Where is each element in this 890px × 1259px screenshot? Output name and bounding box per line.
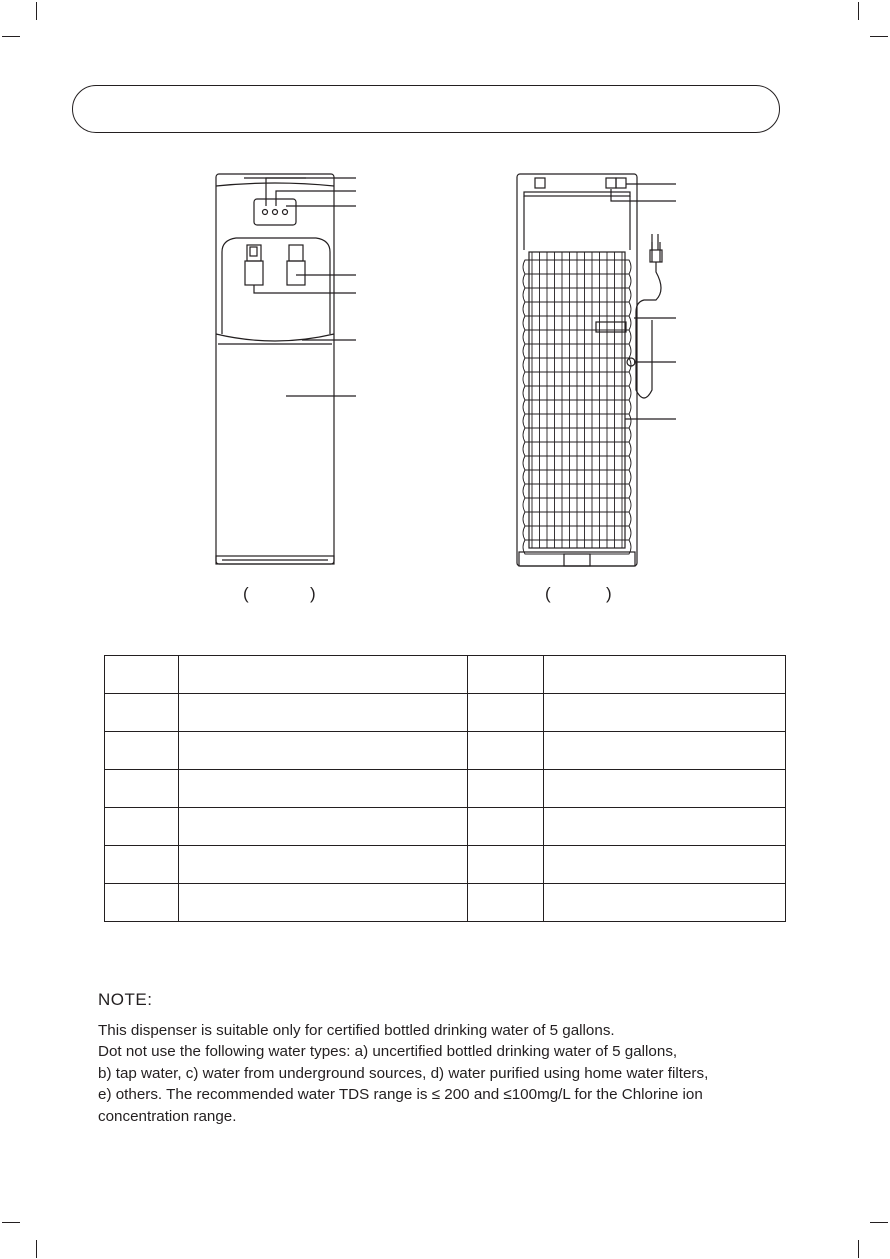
table-cell: [544, 808, 786, 846]
table-row: [105, 694, 786, 732]
back-view-caption-open: (: [545, 584, 551, 603]
table-cell: [105, 770, 179, 808]
table-row: [105, 846, 786, 884]
table-cell: [468, 808, 544, 846]
table-row: [105, 732, 786, 770]
note-line: e) others. The recommended water TDS range is ≤ 200 and ≤100mg/L for the Chlorine ion: [98, 1086, 703, 1104]
note-heading: NOTE:: [98, 990, 153, 1009]
table-cell: [105, 846, 179, 884]
table-cell: [179, 808, 468, 846]
table-cell: [544, 770, 786, 808]
back-view-drawing: [517, 174, 676, 566]
note-line: concentration range.: [98, 1107, 237, 1125]
back-view-caption-close: ): [606, 584, 612, 603]
parts-table: [104, 655, 786, 922]
table-cell: [468, 884, 544, 922]
table-row: [105, 808, 786, 846]
table-cell: [179, 694, 468, 732]
table-cell: [105, 732, 179, 770]
note-line: b) tap water, c) water from underground sources, d) water purified using home water filters,: [98, 1064, 709, 1082]
crop-mark: [870, 1222, 888, 1223]
table-row: [105, 884, 786, 922]
table-row: [105, 656, 786, 694]
table-cell: [179, 884, 468, 922]
note-body: [98, 1020, 798, 1127]
front-view-caption-close: ): [310, 584, 316, 603]
front-view-caption-open: (: [243, 584, 249, 603]
table-cell: [468, 732, 544, 770]
table-cell: [544, 694, 786, 732]
table-cell: [544, 846, 786, 884]
note-line: Dot not use the following water types: a) uncertified bottled drinking water of 5 gallons,: [98, 1043, 678, 1061]
table-cell: [468, 656, 544, 694]
crop-mark: [858, 1240, 859, 1258]
crop-mark: [36, 1240, 37, 1258]
table-cell: [179, 770, 468, 808]
table-cell: [544, 656, 786, 694]
table-cell: [105, 884, 179, 922]
table-cell: [468, 694, 544, 732]
table-cell: [544, 732, 786, 770]
front-view-drawing: [216, 174, 356, 564]
table-cell: [105, 808, 179, 846]
table-cell: [468, 770, 544, 808]
table-cell: [468, 846, 544, 884]
table-cell: [179, 846, 468, 884]
table-cell: [105, 656, 179, 694]
table-cell: [179, 656, 468, 694]
note-line: This dispenser is suitable only for certified bottled drinking water of 5 gallons.: [98, 1022, 615, 1039]
table-row: [105, 770, 786, 808]
table-cell: [179, 732, 468, 770]
table-cell: [105, 694, 179, 732]
crop-mark: [2, 1222, 20, 1223]
table-cell: [544, 884, 786, 922]
